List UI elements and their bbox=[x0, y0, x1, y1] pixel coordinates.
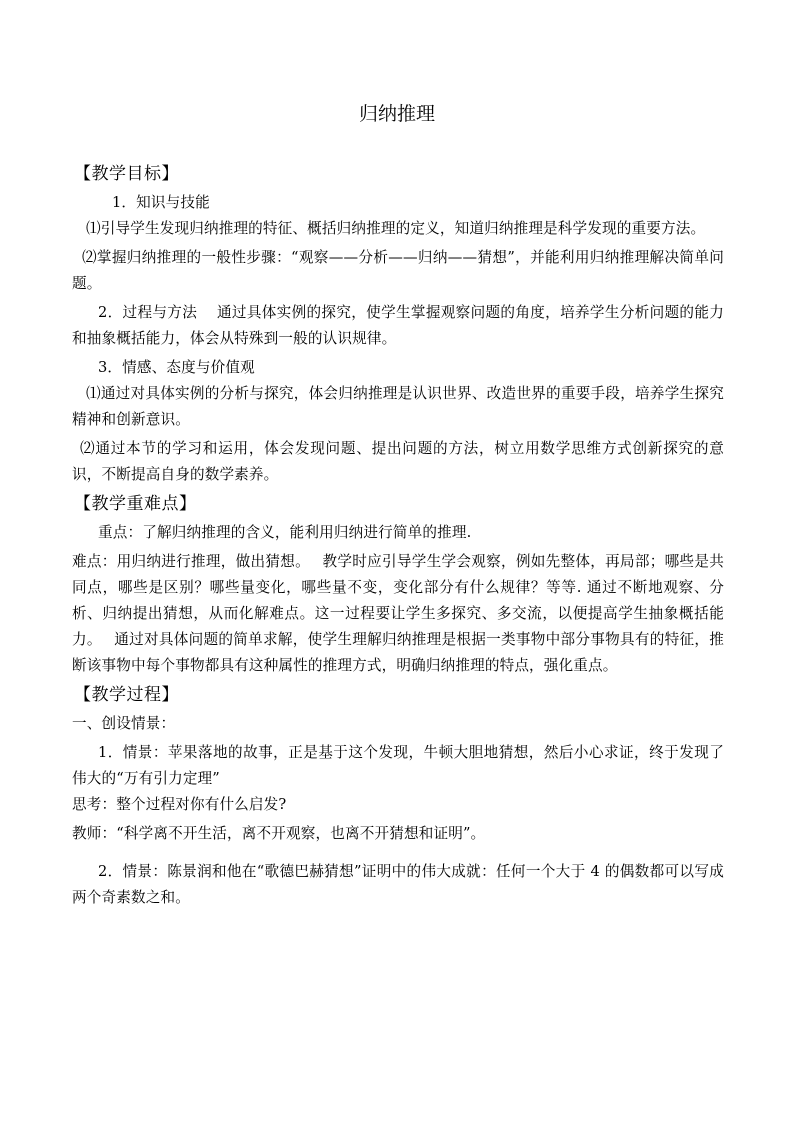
document-title: 归纳推理 bbox=[358, 103, 435, 125]
heading-key-difficult-points: 【教学重难点】 bbox=[74, 494, 197, 514]
think-question: 思考：整个过程对你有什么启发? bbox=[72, 796, 287, 813]
heading-teaching-process: 【教学过程】 bbox=[74, 685, 179, 705]
difficult-point: 难点：用归纳进行推理，做出猜想。 教学时应引导学生学会观察，例如先整体，再局部；哪些是共同点，哪些是区别？哪些量变化，哪些量不变，变化部分有什么规律？等等. 通过不断地观察、分析、归纳提出猜想，从而化解难点。这一过程要让学生多探究、多交流，以便提高学生抽象概括能力。 通过对具体问题的简单求解，使学生理解归纳推理是根据一类事物中部分事物具有的特征，推断该事物中每个事物都具有这种属性的推理方式，明确归纳推理的特点，强化重点。 bbox=[72, 553, 724, 674]
goal-knowledge-skills: 1．知识与技能 bbox=[112, 194, 210, 211]
goal-knowledge-skills-1: ⑴引导学生发现归纳推理的特征、概括归纳推理的定义，知道归纳推理是科学发现的重要方法。 bbox=[86, 220, 706, 237]
scene-apple: 1．情景：苹果落地的故事，正是基于这个发现，牛顿大胆地猜想，然后小心求证，终于发现了伟大的“万有引力定理” bbox=[72, 744, 724, 787]
key-point: 重点：了解归纳推理的含义，能利用归纳进行简单的推理. bbox=[98, 524, 472, 541]
goal-knowledge-skills-2: ⑵掌握归纳推理的一般性步骤：“观察——分析——归纳——猜想”，并能利用归纳推理解决简单问题。 bbox=[72, 249, 724, 292]
goal-attitude-values-1: ⑴通过对具体实例的分析与探究，体会归纳推理是认识世界、改造世界的重要手段，培养学生探究精神和创新意识。 bbox=[72, 385, 724, 428]
goal-process-method: 2．过程与方法 通过具体实例的探究，使学生掌握观察问题的角度，培养学生分析问题的能力和抽象概括能力，体会从特殊到一般的认识规律。 bbox=[72, 304, 724, 347]
goal-attitude-values: 3．情感、态度与价值观 bbox=[98, 359, 255, 376]
part-create-scene: 一、创设情景： bbox=[72, 715, 176, 732]
goal-attitude-values-2: ⑵通过本节的学习和运用，体会发现问题、提出问题的方法，树立用数学思维方式创新探究的意识，不断提高自身的数学素养。 bbox=[72, 440, 724, 483]
heading-teaching-goals: 【教学目标】 bbox=[74, 164, 179, 184]
scene-goldbach: 2．情景：陈景润和他在“歌德巴赫猜想”证明中的伟大成就：任何一个大于 4 的偶数都可以写成两个奇素数之和。 bbox=[72, 863, 724, 906]
document-body bbox=[72, 161, 724, 911]
teacher-remark: 教师：“科学离不开生活，离不开观察，也离不开猜想和证明”。 bbox=[72, 825, 486, 842]
